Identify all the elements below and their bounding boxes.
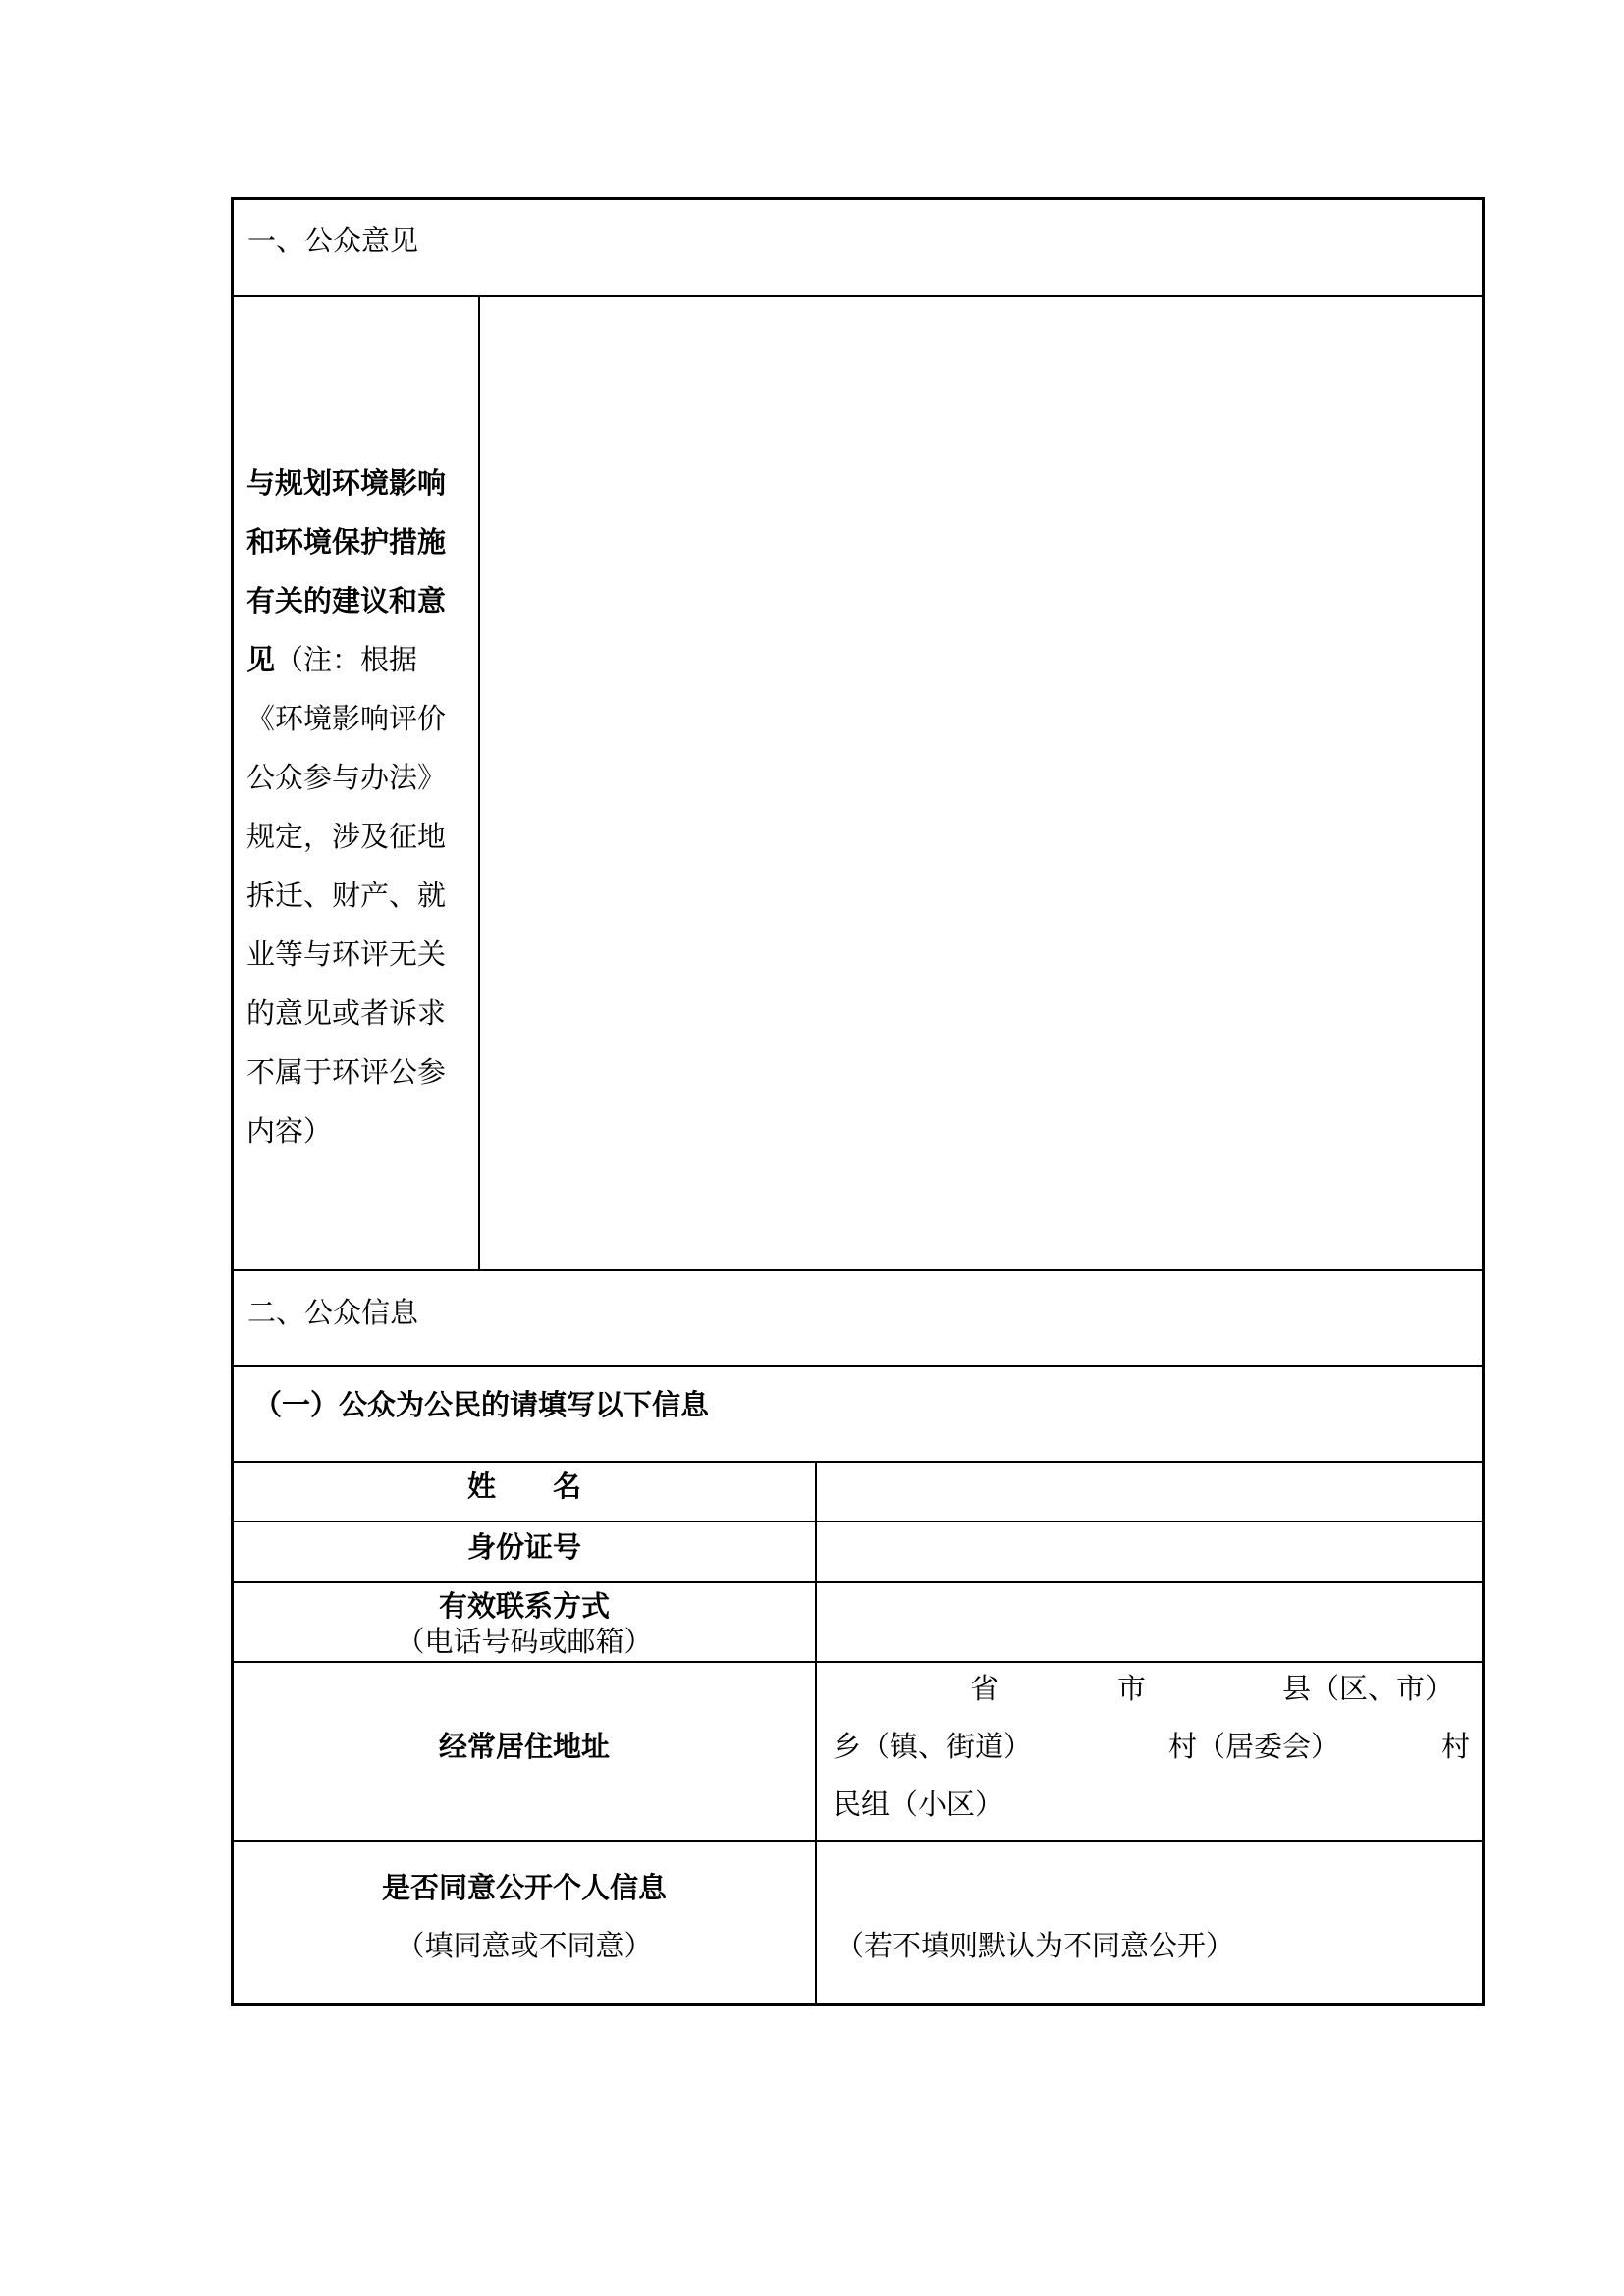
opinion-label — [246, 454, 472, 1160]
address-label: 经常居住地址 — [438, 1730, 610, 1763]
divider — [234, 1365, 1482, 1367]
address-village: 村（居委会） — [1168, 1730, 1340, 1763]
contact-sublabel: （电话号码或邮箱） — [396, 1625, 653, 1658]
address-group-a: 村 — [1441, 1730, 1471, 1763]
address-county: 县（区、市） — [1282, 1672, 1454, 1705]
divider — [234, 1269, 1482, 1271]
name-input[interactable] — [817, 1463, 1482, 1521]
contact-label: 有效联系方式 — [438, 1589, 610, 1623]
name-label: 姓 名 — [466, 1469, 581, 1503]
section2-subtitle: （一）公众为公民的请填写以下信息 — [253, 1388, 710, 1421]
opinion-input[interactable] — [480, 297, 1482, 1269]
opinion-label-bold: 与规划环境影响和环境保护措施有关的建议和意见 — [246, 466, 447, 676]
address-province: 省 — [970, 1672, 1000, 1705]
section2-title: 二、公众信息 — [247, 1296, 419, 1329]
divider — [234, 1661, 1482, 1663]
address-city: 市 — [1117, 1672, 1147, 1705]
address-town: 乡（镇、街道） — [833, 1730, 1033, 1763]
public-opinion-form — [231, 197, 1485, 2006]
consent-label: 是否同意公开个人信息 — [381, 1871, 667, 1904]
section1-title: 一、公众意见 — [247, 224, 419, 257]
consent-input[interactable] — [817, 1842, 1482, 1920]
opinion-label-note: （注：根据《环境影响评价公众参与办法》规定，涉及征地拆迁、财产、就业等与环评无关的意见或者诉求不属于环评公参内容） — [246, 643, 447, 1148]
consent-hint: （若不填则默认为不同意公开） — [836, 1929, 1235, 1962]
id-number-label: 身份证号 — [466, 1530, 581, 1564]
contact-input[interactable] — [817, 1583, 1482, 1661]
address-group-b: 民组（小区） — [833, 1788, 1004, 1821]
consent-sublabel: （填同意或不同意） — [396, 1929, 653, 1962]
id-number-input[interactable] — [817, 1522, 1482, 1581]
